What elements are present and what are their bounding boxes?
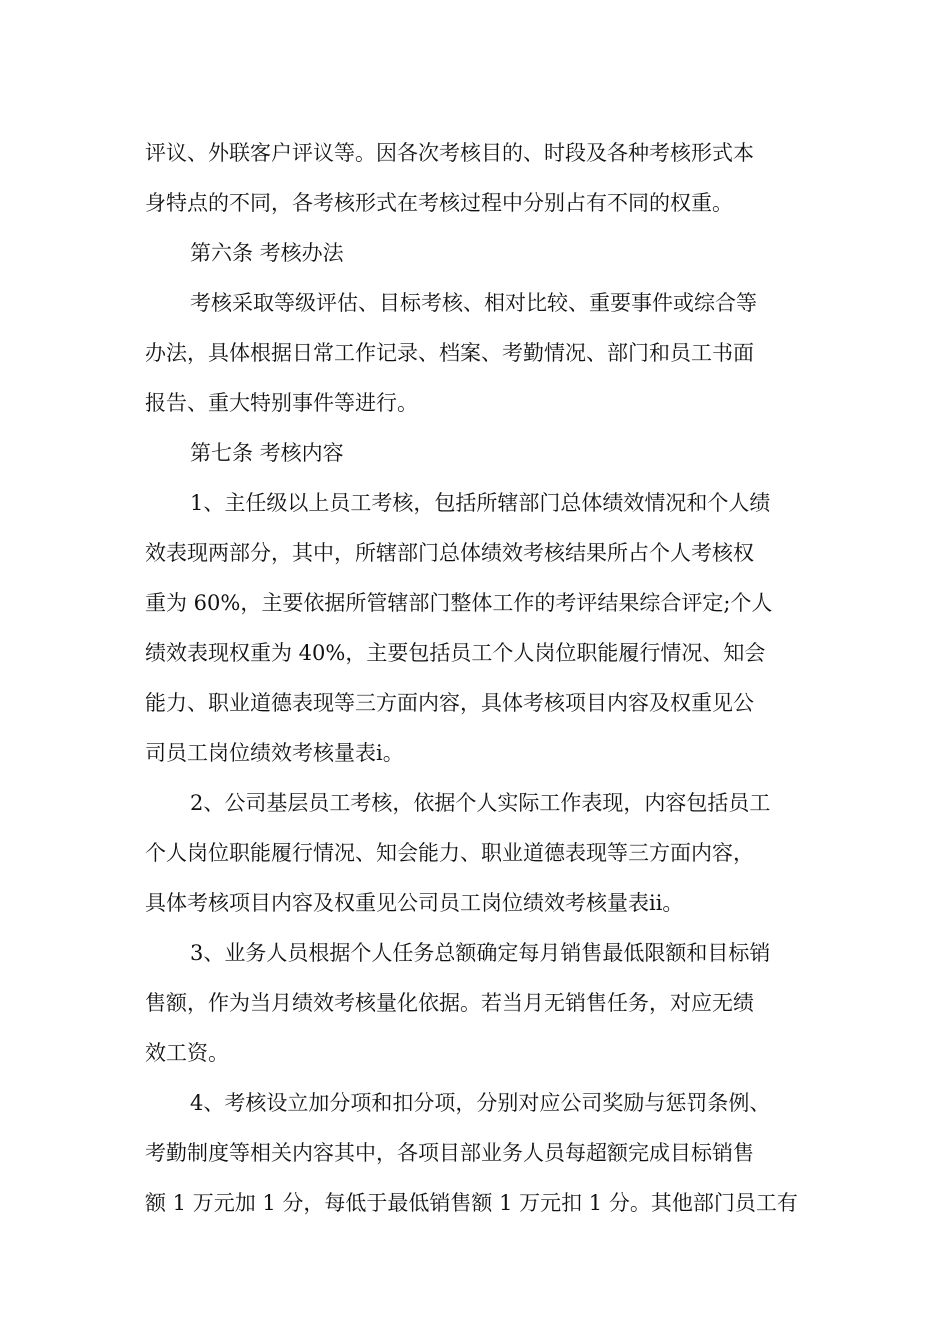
body-text-line: 效表现两部分，其中，所辖部门总体绩效考核结果所占个人考核权 [145,541,754,565]
body-text-line: 效工资。 [145,1041,229,1065]
article-heading: 第七条 考核内容 [190,441,344,465]
body-text-line: 办法，具体根据日常工作记录、档案、考勤情况、部门和员工书面 [145,341,754,365]
body-text-line: 重为 60%，主要依据所管辖部门整体工作的考评结果综合评定;个人 [145,591,773,615]
body-text-line: 具体考核项目内容及权重见公司员工岗位绩效考核量表ⅱ。 [145,891,684,915]
body-text-line: 个人岗位职能履行情况、知会能力、职业道德表现等三方面内容， [145,841,754,865]
body-text-line: 绩效表现权重为 40%，主要包括员工个人岗位职能履行情况、知会 [145,641,766,665]
body-text-line: 考勤制度等相关内容其中，各项目部业务人员每超额完成目标销售 [145,1141,754,1165]
body-text-line: 3、业务人员根据个人任务总额确定每月销售最低限额和目标销 [190,941,771,965]
body-text-line: 1、主任级以上员工考核，包括所辖部门总体绩效情况和个人绩 [190,491,771,515]
body-text-line: 考核采取等级评估、目标考核、相对比较、重要事件或综合等 [190,291,757,315]
body-text-line: 售额，作为当月绩效考核量化依据。若当月无销售任务，对应无绩 [145,991,754,1015]
body-text-line: 身特点的不同，各考核形式在考核过程中分别占有不同的权重。 [145,191,733,215]
body-text-line: 报告、重大特别事件等进行。 [145,391,418,415]
body-text-line: 评议、外联客户评议等。因各次考核目的、时段及各种考核形式本 [145,141,754,165]
article-heading: 第六条 考核办法 [190,241,344,265]
body-text-line: 额 1 万元加 1 分，每低于最低销售额 1 万元扣 1 分。其他部门员工有 [145,1191,798,1215]
body-text-line: 司员工岗位绩效考核量表ⅰ。 [145,741,404,765]
body-text-line: 2、公司基层员工考核，依据个人实际工作表现，内容包括员工 [190,791,771,815]
body-text-line: 能力、职业道德表现等三方面内容，具体考核项目内容及权重见公 [145,691,754,715]
body-text-line: 4、考核设立加分项和扣分项，分别对应公司奖励与惩罚条例、 [190,1091,771,1115]
